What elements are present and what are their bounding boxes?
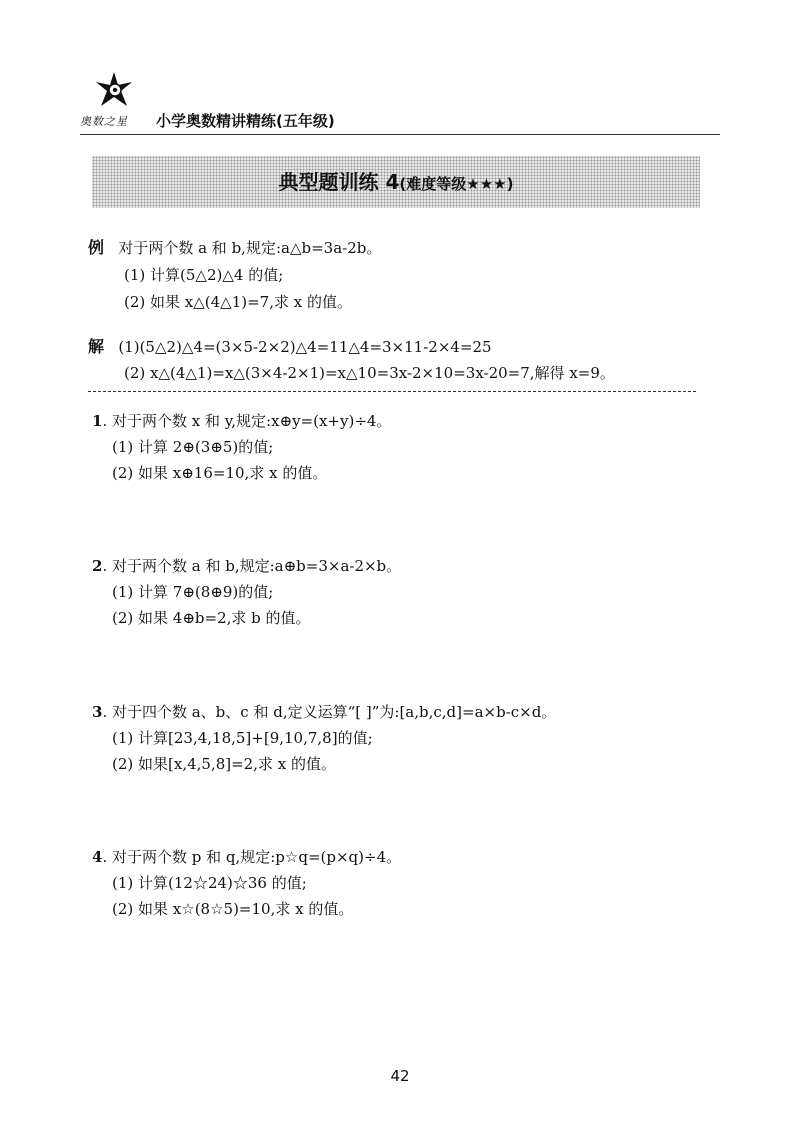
problem-3-statement-line [92,702,556,722]
problem-statement: . 对于四个数 a、b、c 和 d,定义运算“[ ]”为:[a,b,c,d]=a×b-c×d。 [102,703,557,721]
problem-number: 4 [92,848,103,866]
dashed-divider [88,391,696,392]
example-statement-line [88,238,381,258]
problem-statement: . 对于两个数 a 和 b,规定:a⊕b=3×a-2×b。 [102,557,402,575]
problem-statement: . 对于两个数 p 和 q,规定:p☆q=(p×q)÷4。 [102,848,402,866]
example-question-2: (2) 如果 x△(4△1)=7,求 x 的值。 [124,293,352,311]
example-label: 例 [88,238,105,257]
difficulty-label: (难度等级★★★) [399,175,514,193]
problem-1-statement-line [92,411,391,431]
header-divider [80,134,720,135]
problem-4-question-2: (2) 如果 x☆(8☆5)=10,求 x 的值。 [112,900,354,918]
problem-number: 3 [92,703,103,721]
problem-4-statement-line [92,847,401,867]
star-logo-icon [94,70,136,110]
section-title: 典型题训练 4 [278,170,400,194]
solution-step-1: (1)(5△2)△4=(3×5-2×2)△4=11△4=3×11-2×4=25 [118,338,492,356]
title-banner [92,156,700,208]
problem-1-question-2: (2) 如果 x⊕16=10,求 x 的值。 [112,464,328,482]
problem-statement: . 对于两个数 x 和 y,规定:x⊕y=(x+y)÷4。 [102,412,392,430]
logo-text: 奥数之星 [80,115,128,128]
page-header [80,70,720,134]
problem-2-question-2: (2) 如果 4⊕b=2,求 b 的值。 [112,609,311,627]
problem-3-question-1: (1) 计算[23,4,18,5]+[9,10,7,8]的值; [112,729,373,747]
problem-4-question-1: (1) 计算(12☆24)☆36 的值; [112,874,307,892]
solution-label: 解 [88,337,105,356]
page-number: 42 [390,1067,410,1085]
example-question-1: (1) 计算(5△2)△4 的值; [124,266,284,284]
problem-2-question-1: (1) 计算 7⊕(8⊕9)的值; [112,583,274,601]
problem-3-question-2: (2) 如果[x,4,5,8]=2,求 x 的值。 [112,755,336,773]
logo [80,70,150,130]
problem-number: 1 [92,412,103,430]
problem-2-statement-line [92,556,401,576]
example-statement: 对于两个数 a 和 b,规定:a△b=3a-2b。 [118,239,382,257]
book-title: 小学奥数精讲精练(五年级) [156,112,335,130]
problem-number: 2 [92,557,103,575]
solution-line-1 [88,337,492,357]
solution-step-2: (2) x△(4△1)=x△(3×4-2×1)=x△10=3x-2×10=3x-20=7,解得 x=9。 [124,364,615,382]
problem-1-question-1: (1) 计算 2⊕(3⊕5)的值; [112,438,274,456]
